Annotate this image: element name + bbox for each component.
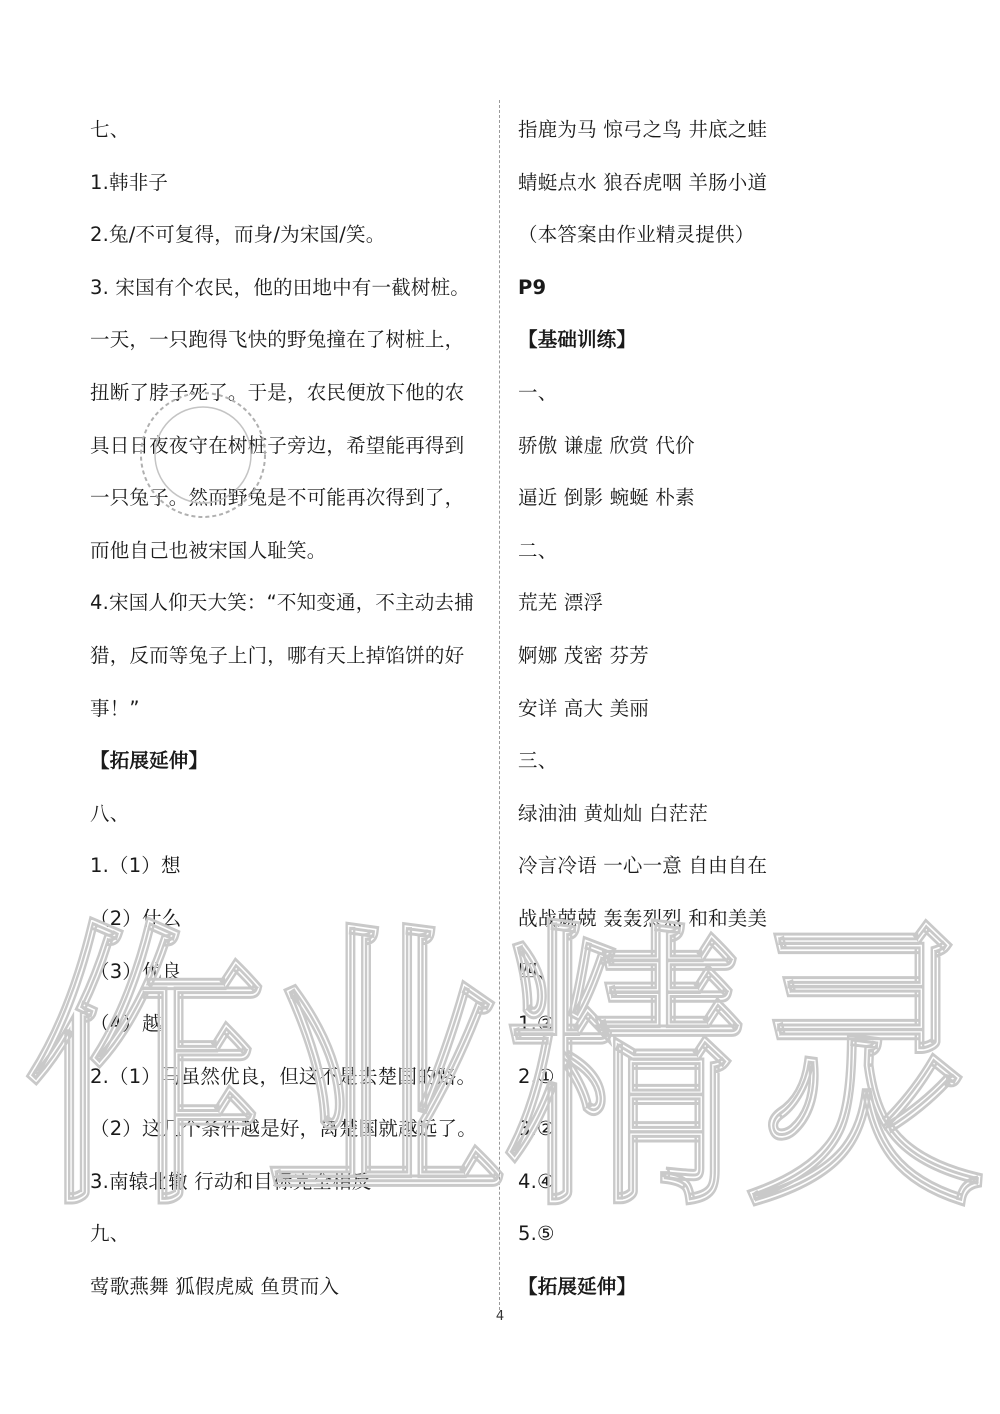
text-line: 蜻蜓点水 狼吞虎咽 羊肠小道 <box>518 170 768 194</box>
text-line: 1.韩非子 <box>90 170 169 194</box>
text-line: （4）越 <box>90 1012 162 1036</box>
text-line: （本答案由作业精灵提供） <box>518 223 755 247</box>
text-line: 1.（1）想 <box>90 854 181 878</box>
text-line: 荒芜 漂浮 <box>518 591 604 615</box>
text-line: 5.⑤ <box>518 1222 555 1246</box>
text-line: 一天，一只跑得飞快的野兔撞在了树桩上， <box>90 328 465 352</box>
right-column <box>518 104 958 1314</box>
text-line: 2.① <box>518 1064 555 1088</box>
text-line: 具日日夜夜守在树桩子旁边，希望能再得到 <box>90 433 465 457</box>
text-line: 指鹿为马 惊弓之鸟 井底之蛙 <box>518 118 768 141</box>
text-line: 八、 <box>90 801 130 825</box>
text-line: 1.② <box>518 1012 555 1036</box>
text-line: 3.② <box>518 1117 555 1141</box>
text-line: 2.（1）马虽然优良，但这不是去楚国的路。 <box>90 1064 477 1088</box>
text-line: 4.④ <box>518 1169 555 1193</box>
text-line: 2.兔/不可复得，而身/为宋国/笑。 <box>90 223 386 247</box>
text-line: 莺歌燕舞 狐假虎威 鱼贯而入 <box>90 1275 340 1299</box>
text-line: P9 <box>518 275 547 299</box>
text-line: 绿油油 黄灿灿 白茫茫 <box>518 801 709 825</box>
text-line: 4.宋国人仰天大笑：“不知变通，不主动去捕 <box>90 591 474 615</box>
text-line: 一只兔子。然而野兔是不可能再次得到了， <box>90 486 465 510</box>
page-number: 4 <box>495 1309 505 1324</box>
column-divider <box>499 100 500 1310</box>
text-line: 七、 <box>90 118 130 141</box>
text-line: 事！” <box>90 696 140 720</box>
text-line: 九、 <box>90 1222 130 1246</box>
text-line: 安详 高大 美丽 <box>518 696 649 720</box>
text-line: 二、 <box>518 538 558 562</box>
text-line: 四、 <box>518 959 558 983</box>
text-line: 3. 宋国有个农民，他的田地中有一截树桩。 <box>90 275 471 299</box>
text-line: 而他自己也被宋国人耻笑。 <box>90 538 327 562</box>
stamp-watermark <box>128 380 278 530</box>
text-line: 【基础训练】 <box>518 328 637 352</box>
text-line: 【拓展延伸】 <box>90 749 209 773</box>
text-line: 婀娜 茂密 芬芳 <box>518 643 649 667</box>
watermark-text: 作业精灵 <box>25 905 985 1235</box>
text-line: （3）优良 <box>90 959 182 983</box>
text-line: 【拓展延伸】 <box>518 1275 637 1299</box>
text-line: 三、 <box>518 749 558 773</box>
text-line: 骄傲 谦虚 欣赏 代价 <box>518 433 695 457</box>
left-column <box>90 104 490 1314</box>
text-line: （2）什么 <box>90 906 182 930</box>
text-line: 一、 <box>518 380 558 404</box>
text-line: 猎，反而等兔子上门，哪有天上掉馅饼的好 <box>90 643 465 667</box>
text-line: 3.南辕北辙 行动和目标完全相反 <box>90 1169 372 1193</box>
text-line: 冷言冷语 一心一意 自由自在 <box>518 854 768 878</box>
text-line: 逼近 倒影 蜿蜒 朴素 <box>518 486 695 510</box>
text-line: 扭断了脖子死了。于是，农民便放下他的农 <box>90 380 465 404</box>
text-line: 战战兢兢 轰轰烈烈 和和美美 <box>518 906 768 930</box>
text-line: （2）这几个条件越是好，离楚国就越远了。 <box>90 1117 477 1141</box>
